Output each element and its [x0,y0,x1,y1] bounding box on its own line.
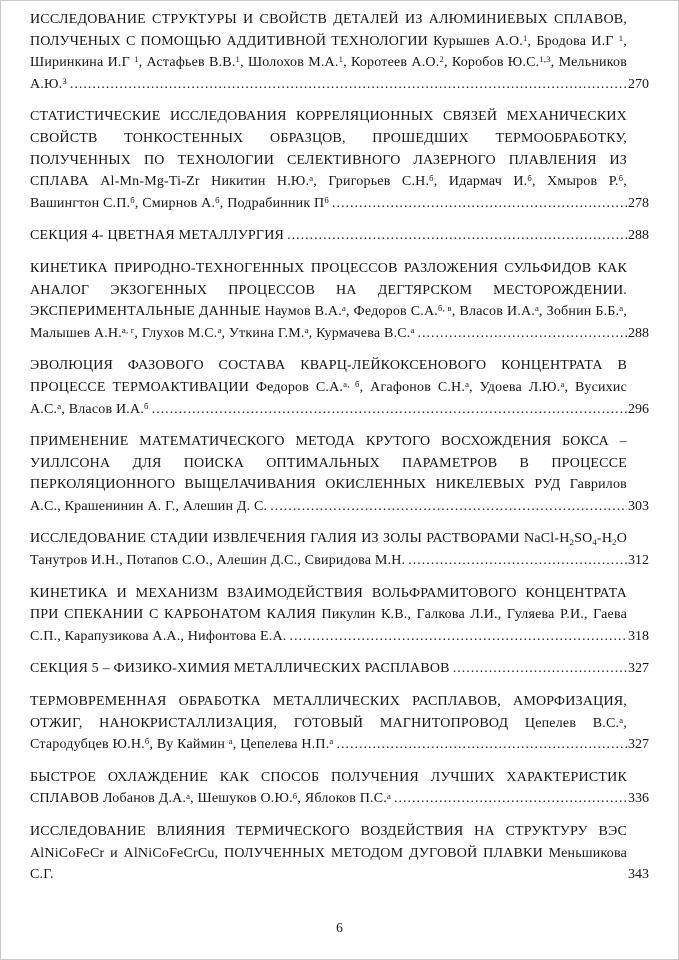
toc-entry-page: 303 [628,498,649,514]
toc-entry [30,431,649,517]
author-affiliation-superscript: 1 [338,54,344,65]
toc-entry-text: ИССЛЕДОВАНИЕ ВЛИЯНИЯ ТЕРМИЧЕСКОГО ВОЗДЕЙСТВИЯ НА СТРУКТУРУ ВЭС AlNiCoFeCr и AlNiCoFeCrCu, ПОЛУЧЕННЫХ МЕТОДОМ ДУГОВОЙ ПЛАВКИ Меньшикова С.Г. [30,824,627,883]
toc-entry-page: 288 [628,228,649,244]
toc-entry-text: СЕКЦИЯ 5 – ФИЗИКО-ХИМИЯ МЕТАЛЛИЧЕСКИХ РАСПЛАВОВ ..... [30,658,627,680]
author-affiliation-superscript: а, б [343,379,360,390]
toc-entry-text: ИССЛЕДОВАНИЕ СТАДИИ ИЗВЛЕЧЕНИЯ ГАЛИЯ ИЗ ЗОЛЫ РАСТВОРАМИ NaCl-$H_2SO_4-H_2O$ Танутров И.Н., Потапов С.О., Алешин Д.С., Свиридова М.Н. ..... [30,528,627,571]
author-affiliation-superscript: а [329,736,334,747]
author-affiliation-superscript: а [560,379,565,390]
chemical-formula-subscript: 2 [569,536,575,547]
toc-entry-page: 318 [628,628,649,644]
author-affiliation-superscript: б [527,173,533,184]
author-affiliation-superscript: 1 [522,32,528,43]
toc-entry-text: ТЕРМОВРЕМЕННАЯ ОБРАБОТКА МЕТАЛЛИЧЕСКИХ РАСПЛАВОВ, АМОРФИЗАЦИЯ, ОТЖИГ, НАНОКРИСТАЛЛИЗАЦИЯ, ГОТОВЫЙ МАГНИТОПРОВОД Цепелев В.С.$^а$, Стародубцев Ю.Н.$^б$, Ву Каймин $^а$, Цепелева Н.П.$^а$ ..... [30,691,627,756]
author-affiliation-superscript: б [618,173,624,184]
toc-entry-text: ЭВОЛЮЦИЯ ФАЗОВОГО СОСТАВА КВАРЦ-ЛЕЙКОКСЕНОВОГО КОНЦЕНТРАТА В ПРОЦЕССЕ ТЕРМОАКТИВАЦИИ Федоров С.А.$^{а, б}$, Агафонов С.Н.$^а$, Удоева Л.Ю.$^а$, Вусихис А.С.$^а$, Власов И.А.$^б$ ..... [30,355,627,420]
author-affiliation-superscript: 3 [62,75,67,86]
author-affiliation-superscript: б [292,790,298,801]
page-number: 6 [336,920,343,936]
toc-entry-page: 288 [628,325,649,341]
author-affiliation-superscript: б [130,194,135,205]
toc-entry-text: БЫСТРОЕ ОХЛАЖДЕНИЕ КАК СПОСОБ ПОЛУЧЕНИЯ ЛУЧШИХ ХАРАКТЕРИСТИК СПЛАВОВ Лобанов Д.А.$^а$, Шешуков О.Ю.$^б$, Яблоков П.С.$^а$ ..... [30,767,627,810]
toc-entry-page: 296 [628,401,649,417]
author-affiliation-superscript: 2 [439,54,444,65]
author-affiliation-superscript: а [217,324,222,335]
toc-entry [30,767,649,810]
author-affiliation-superscript: а [534,303,540,314]
toc-entry-page: 327 [628,737,649,753]
author-affiliation-superscript: а [619,303,624,314]
author-affiliation-superscript: б [144,736,150,747]
toc-entry [30,258,649,344]
author-affiliation-superscript: 1 [618,32,624,43]
toc-entry-text: КИНЕТИКА И МЕХАНИЗМ ВЗАИМОДЕЙСТВИЯ ВОЛЬФРАМИТОВОГО КОНЦЕНТРАТА ПРИ СПЕКАНИИ С КАРБОНАТОМ КАЛИЯ Пикулин К.В., Галкова Л.И., Гуляева Р.И., Гаева С.П., Карапузикова А.А., Нифонтова Е.А. ..... [30,583,627,648]
author-affiliation-superscript: 1 [235,54,241,65]
author-affiliation-superscript: а [228,736,233,747]
toc-entry-page: 336 [628,791,649,807]
author-affiliation-superscript: б, в [438,303,452,314]
toc-entry [30,691,649,756]
author-affiliation-superscript: а [341,303,346,314]
toc-list [30,9,649,886]
author-affiliation-superscript: а [304,324,309,335]
author-affiliation-superscript: а [465,379,470,390]
toc-entry-text: ИССЛЕДОВАНИЕ СТРУКТУРЫ И СВОЙСТВ ДЕТАЛЕЙ ИЗ АЛЮМИНИЕВЫХ СПЛАВОВ, ПОЛУЧЕНЫХ С ПОМОЩЬЮ АДДИТИВНОЙ ТЕХНОЛОГИИ Курышев А.О.$^1$, Бродова И.Г $^1$, Ширинкина И.Г $^1$, Астафьев В.В.$^1$, Шолохов М.А.$^1$, Коротеев А.О.$^2$, Коробов Ю.С.$^{1,3}$, Мельников А.Ю.$^3$ ..... [30,9,627,95]
author-affiliation-superscript: 1,3 [539,54,551,65]
toc-section-entry [30,225,649,247]
toc-entry-page: 270 [628,76,649,92]
author-affiliation-superscript: б [215,194,220,205]
toc-entry [30,528,649,571]
author-affiliation-superscript: а [309,173,314,184]
author-affiliation-superscript: а [57,400,62,411]
author-affiliation-superscript: а [410,324,415,335]
toc-entry [30,821,649,886]
toc-entry-text: СТАТИСТИЧЕСКИЕ ИССЛЕДОВАНИЯ КОРРЕЛЯЦИОННЫХ СВЯЗЕЙ МЕХАНИЧЕСКИХ СВОЙСТВ ТОНКОСТЕННЫХ ОБРАЗЦОВ, ПРОШЕДШИХ ТЕРМООБРАБОТКУ, ПОЛУЧЕННЫХ ПО ТЕХНОЛОГИИ СЕЛЕКТИВНОГО ЛАЗЕРНОГО ПЛАВЛЕНИЯ ИЗ СПЛАВА Al-Mn-Mg-Ti-Zr Никитин Н.Ю.$^а$, Григорьев С.Н.$^б$, Идармач И.$^б$, Хмыров Р.$^б$, Вашингтон С.П.$^б$, Смирнов А.$^б$, Подрабинник $П^б$ ..... [30,106,627,214]
author-affiliation-superscript: б [324,194,329,205]
toc-section-entry [30,658,649,680]
toc-entry [30,355,649,420]
author-affiliation-superscript: б [429,173,434,184]
author-affiliation-superscript: б [144,400,149,411]
author-affiliation-superscript: а [619,714,624,725]
author-affiliation-superscript: а [186,790,191,801]
author-affiliation-superscript: а [386,790,392,801]
chemical-formula-subscript: 4 [592,536,597,547]
toc-entry-text: СЕКЦИЯ 4- ЦВЕТНАЯ МЕТАЛЛУРГИЯ ..... [30,225,627,247]
toc-entry-page: 312 [628,553,649,569]
toc-entry-page: 327 [628,661,649,677]
toc-entry [30,583,649,648]
toc-entry-page: 343 [628,867,649,883]
author-affiliation-superscript: 1 [134,54,139,65]
toc-entry-page: 278 [628,195,649,211]
toc-entry [30,106,649,214]
chemical-formula-subscript: 2 [612,536,617,547]
toc-entry-text: ПРИМЕНЕНИЕ МАТЕМАТИЧЕСКОГО МЕТОДА КРУТОГО ВОСХОЖДЕНИЯ БОКСА – УИЛЛСОНА ДЛЯ ПОИСКА ОПТИМАЛЬНЫХ ПАРАМЕТРОВ В ПРОЦЕССЕ ПЕРКОЛЯЦИОННОГО ВЫЩЕЛАЧИВАНИЯ ОКИСЛЕННЫХ НИКЕЛЕВЫХ РУД Гаврилов А.С., Крашенинин А. Г., Алешин Д. С. ..... [30,431,627,517]
toc-entry [30,9,649,95]
toc-entry-text: КИНЕТИКА ПРИРОДНО-ТЕХНОГЕННЫХ ПРОЦЕССОВ РАЗЛОЖЕНИЯ СУЛЬФИДОВ КАК АНАЛОГ ЭКЗОГЕННЫХ ПРОЦЕССОВ НА ДЕГТЯРСКОМ МЕСТОРОЖДЕНИИ. ЭКСПЕРИМЕНТАЛЬНЫЕ ДАННЫЕ Наумов В.А.$^а$, Федоров С.А.$^{б, в}$, Власов И.А.$^а$, Зобнин Б.Б.$^а$, Малышев А.Н.$^{а, г}$, Глухов М.С.$^а$, Уткина Г.М.$^а$, Курмачева В.С.$^а$ ..... [30,258,627,344]
author-affiliation-superscript: а, г [121,324,135,335]
